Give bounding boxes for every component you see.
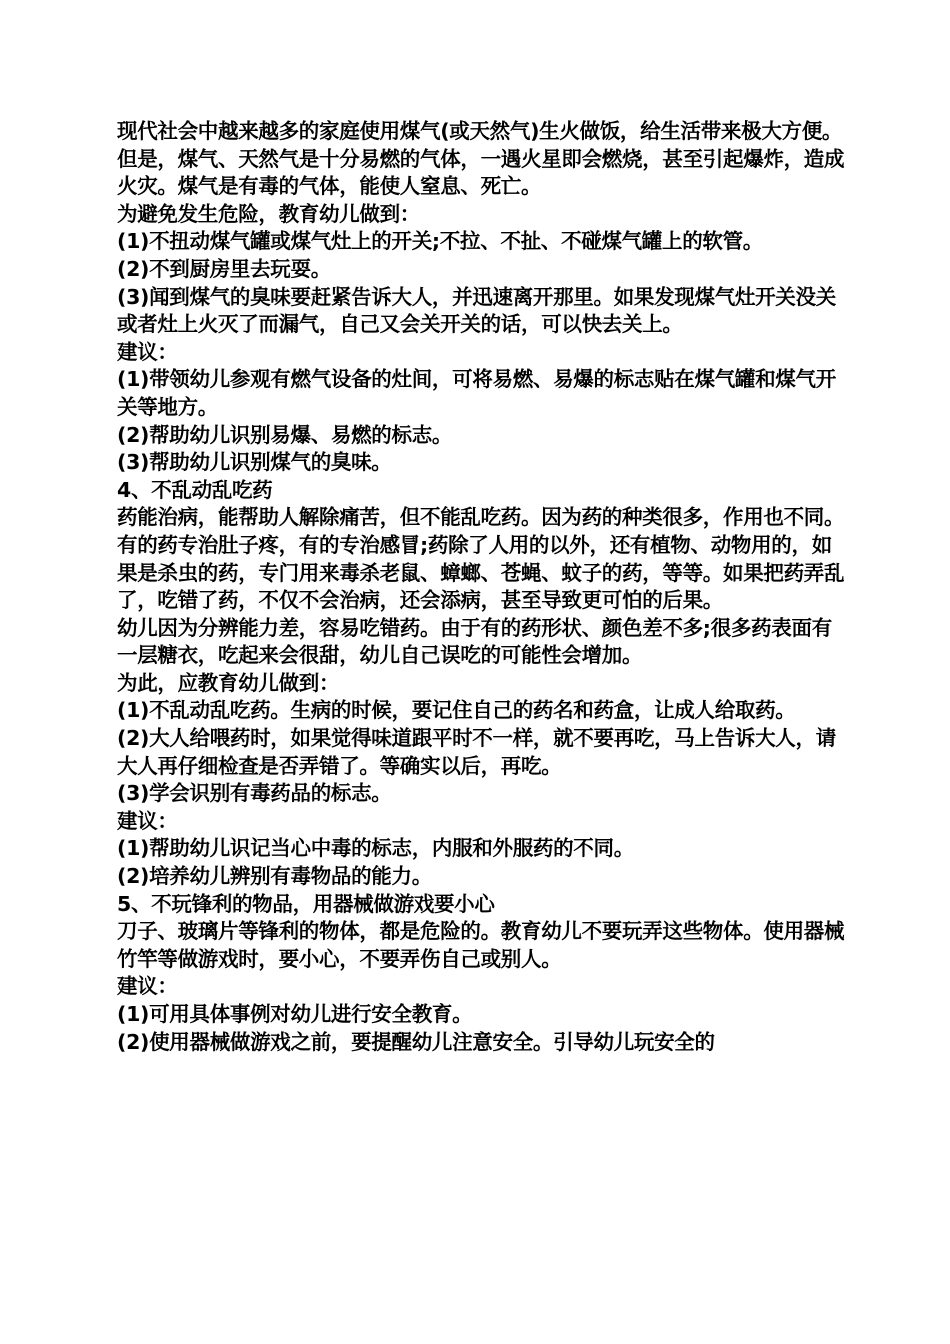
paragraph: (2)不到厨房里去玩耍。 <box>117 256 331 281</box>
paragraph: (2)培养幼儿辨别有毒物品的能力。 <box>117 864 432 889</box>
section-heading: 4、不乱动乱吃药 <box>117 477 273 502</box>
section-label: 建议： <box>117 339 178 364</box>
paragraph: (1)不乱动乱吃药。生病的时候，要记住自己的药名和药盒，让成人给取药。 <box>117 698 796 723</box>
paragraph: (2)使用器械做游戏之前，要提醒幼儿注意安全。引导幼儿玩安全的 <box>117 1029 715 1054</box>
paragraph: 为避免发生危险，教育幼儿做到： <box>117 201 420 226</box>
paragraph: 药能治病，能帮助人解除痛苦，但不能乱吃药。因为药的种类很多，作用也不同。有的药专治肚子疼，有的专治感冒;药除了人用的以外，还有植物、动物用的，如果是杀虫的药，专门用来毒杀老鼠、蟑螂、苍蝇、蚊子的药，等等。如果把药弄乱了，吃错了药，不仅不会治病，还会添病，甚至导致更可怕的后果。 <box>117 505 845 613</box>
paragraph: (3)闻到煤气的臭味要赶紧告诉大人，并迅速离开那里。如果发现煤气灶开关没关或者灶上火灭了而漏气，自己又会关开关的话，可以快去关上。 <box>117 284 836 337</box>
paragraph: (2)大人给喂药时，如果觉得味道跟平时不一样，就不要再吃，马上告诉大人，请大人再仔细检查是否弄错了。等确实以后，再吃。 <box>117 726 836 778</box>
paragraph: (3)帮助幼儿识别煤气的臭味。 <box>117 450 392 475</box>
paragraph: 为此，应教育幼儿做到： <box>117 670 340 695</box>
paragraph: 现代社会中越来越多的家庭使用煤气(或天然气)生火做饭，给生活带来极大方便。但是，煤气、天然气是十分易燃的气体，一遇火星即会燃烧，甚至引起爆炸，造成火灾。煤气是有毒的气体，能使人窒息、死亡。 <box>117 119 845 199</box>
section-label: 建议： <box>117 808 178 833</box>
document-body <box>117 118 847 1056</box>
paragraph: (1)不扭动煤气罐或煤气灶上的开关;不拉、不扯、不碰煤气罐上的软管。 <box>117 229 763 254</box>
section-heading: 5、不玩锋利的物品，用器械做游戏要小心 <box>117 891 495 916</box>
paragraph: 刀子、玻璃片等锋利的物体，都是危险的。教育幼儿不要玩弄这些物体。使用器械竹竿等做游戏时，要小心，不要弄伤自己或别人。 <box>117 919 845 971</box>
paragraph: 幼儿因为分辨能力差，容易吃错药。由于有的药形状、颜色差不多;很多药表面有一层糖衣，吃起来会很甜，幼儿自己误吃的可能性会增加。 <box>117 615 832 668</box>
paragraph: (3)学会识别有毒药品的标志。 <box>117 781 392 806</box>
paragraph: (2)帮助幼儿识别易爆、易燃的标志。 <box>117 422 453 447</box>
paragraph: (1)带领幼儿参观有燃气设备的灶间，可将易燃、易爆的标志贴在煤气罐和煤气开关等地方。 <box>117 367 836 419</box>
paragraph: (1)帮助幼儿识记当心中毒的标志，内服和外服药的不同。 <box>117 836 634 861</box>
paragraph: (1)可用具体事例对幼儿进行安全教育。 <box>117 1002 473 1026</box>
section-label: 建议： <box>117 974 178 999</box>
